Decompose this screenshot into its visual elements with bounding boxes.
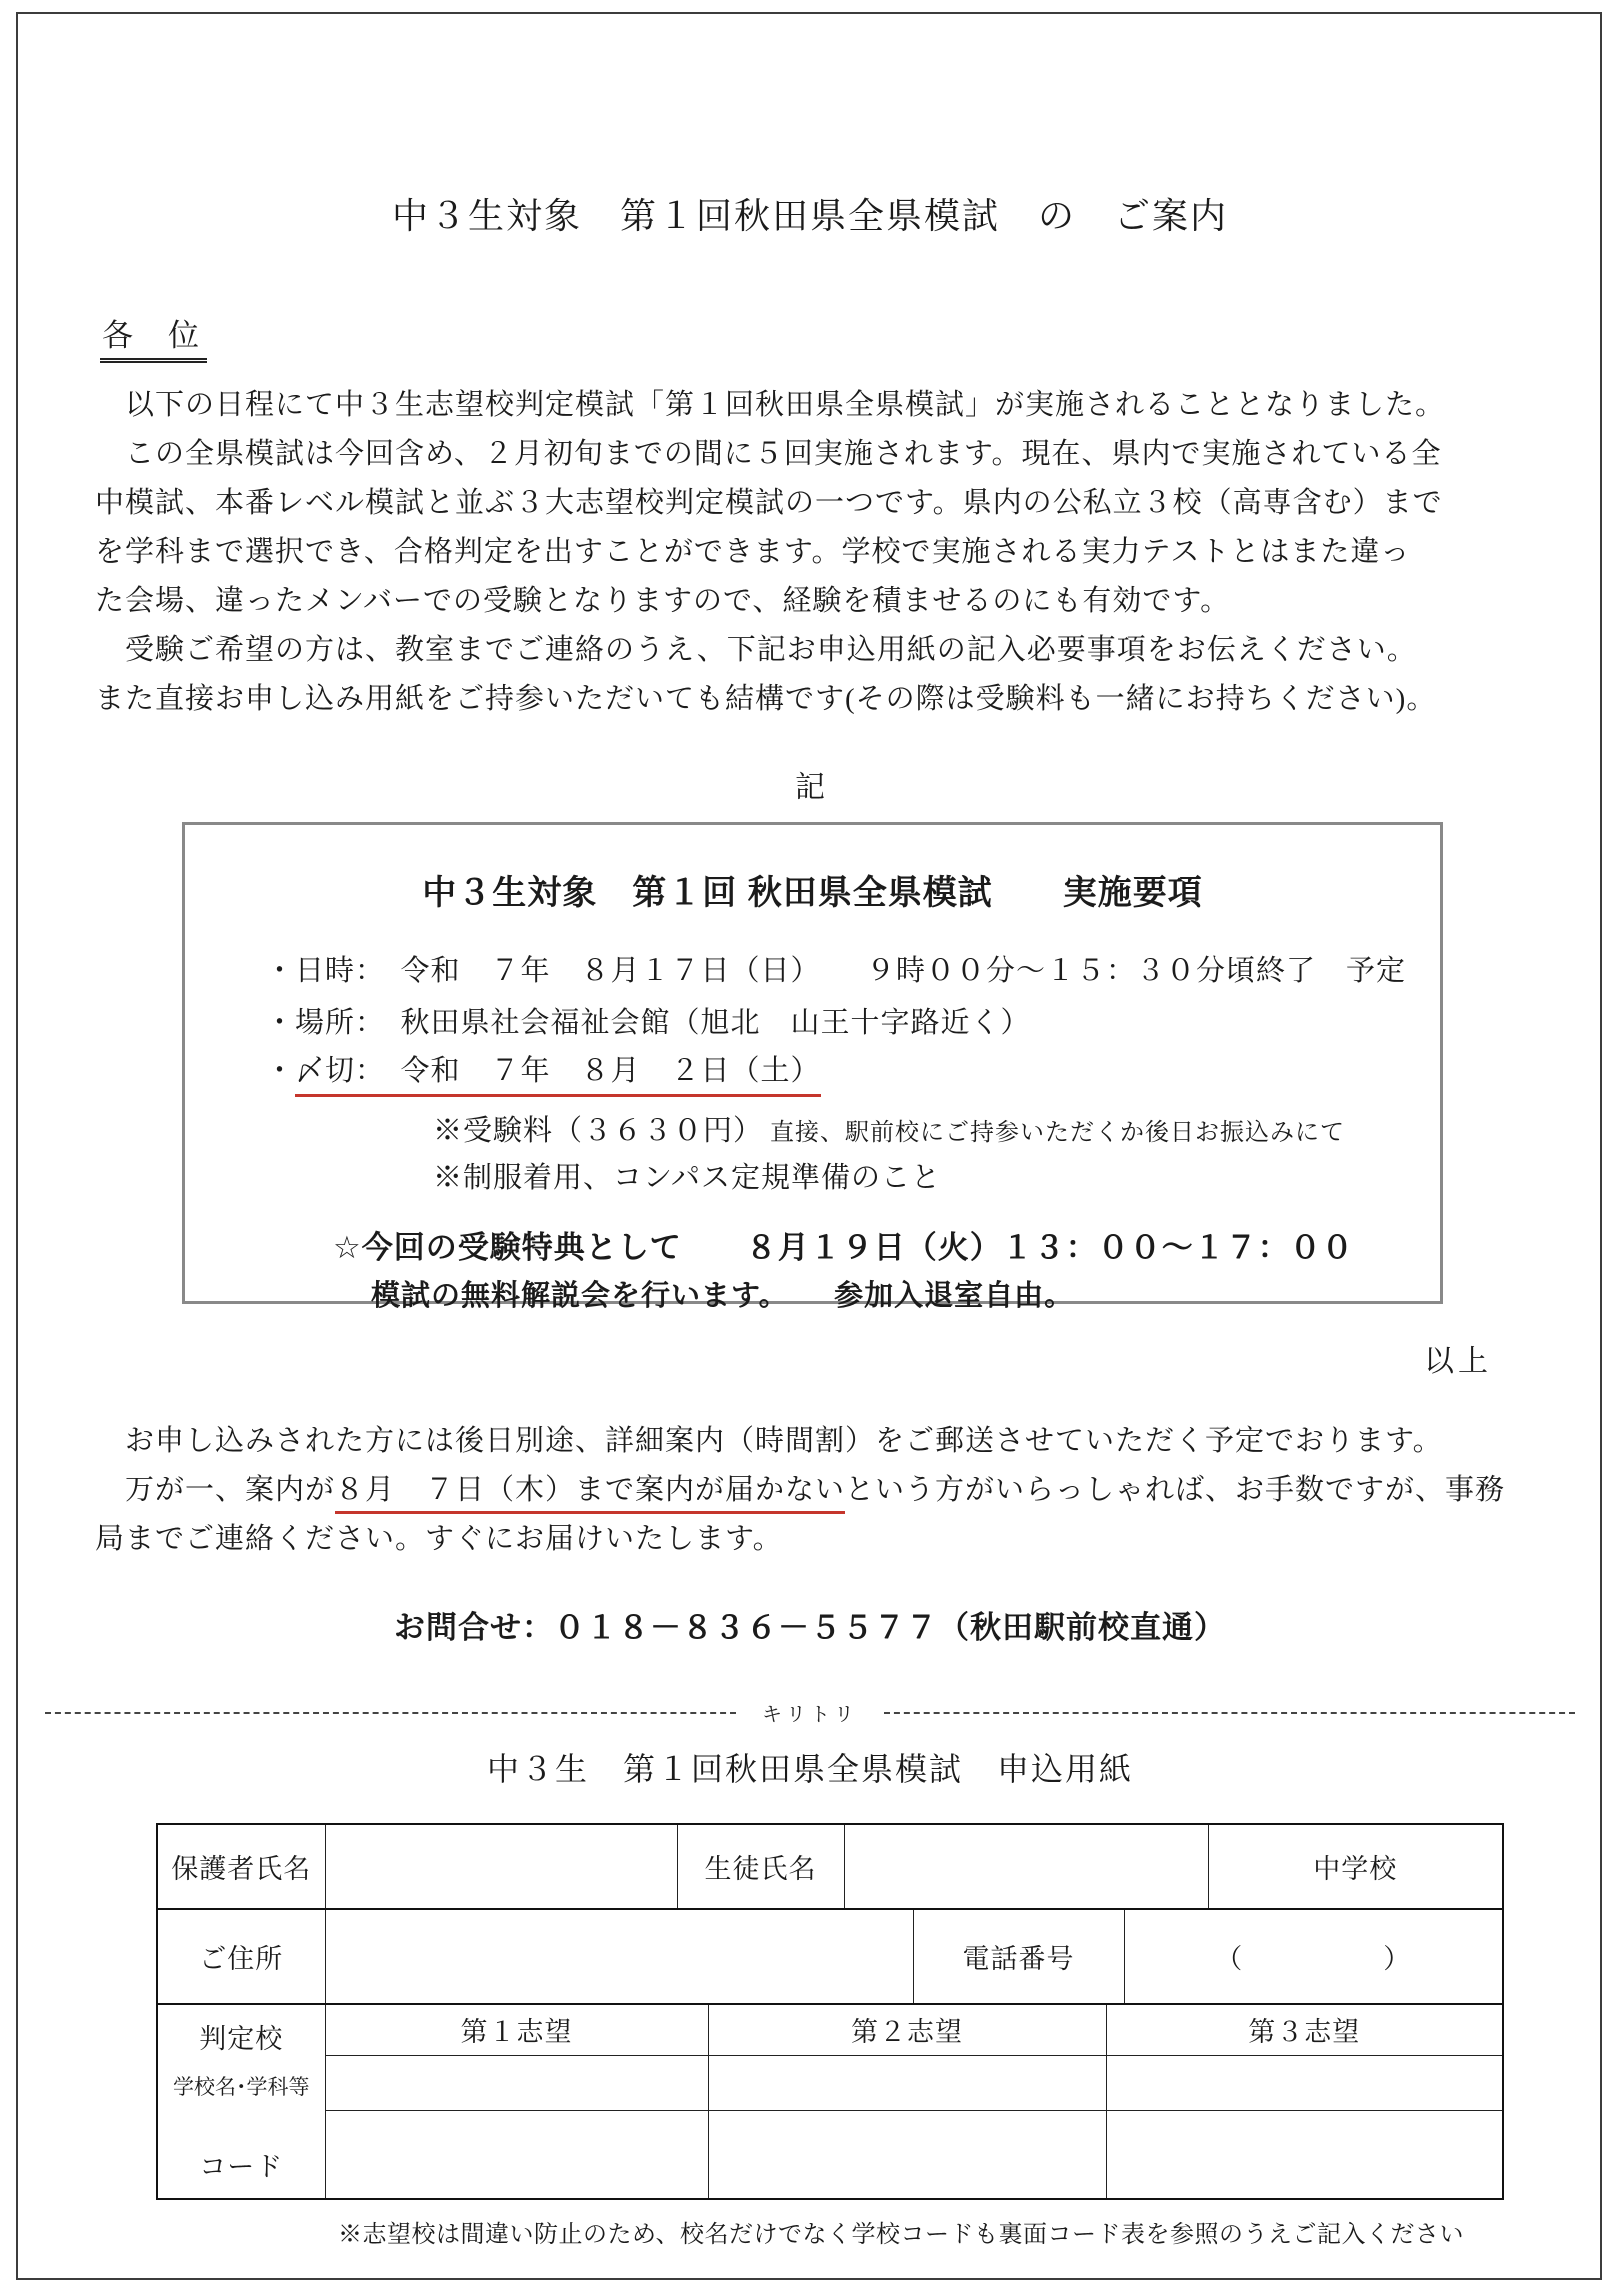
choice3-header: 第３志望 — [1106, 2004, 1503, 2055]
intro-line: を学科まで選択でき、合格判定を出すことができます。学校で実施される実力テストとはまた違っ — [95, 536, 1411, 568]
phone-label: 電話番号 — [913, 1909, 1124, 2004]
choice3-code-input-cell — [1106, 2110, 1503, 2199]
application-form-table — [156, 1823, 1504, 2200]
intro-line: また直接お申し込み用紙をご持参いただいても結構です(その際は受験料も一緒にお持ちください)。 — [95, 683, 1437, 715]
salutation: 各 位 — [100, 310, 207, 363]
junior-high-label: 中学校 — [1208, 1824, 1503, 1909]
exam-outline-title: 中３生対象 第１回 秋田県全県模試 実施要項 — [422, 874, 1203, 912]
exam-datetime: ・日時： 令和 ７年 ８月１７日（日） ９時００分～１５：３０分頃終了 予定 — [265, 955, 1407, 987]
deadline-bullet: ・ — [265, 1055, 296, 1087]
choice2-header: 第２志望 — [708, 2004, 1106, 2055]
intro-line: 以下の日程にて中３生志望校判定模試「第１回秋田県全県模試」が実施されることとなりました。 — [95, 389, 1446, 421]
choice3-school-input-cell — [1106, 2055, 1503, 2110]
code-label: コード — [199, 2152, 284, 2182]
cut-dash-right — [884, 1712, 1575, 1714]
choice1-code-input-cell — [325, 2110, 708, 2199]
intro-line: 中模試、本番レベル模試と並ぶ３大志望校判定模試の一つです。県内の公私立３校（高専含む）まで — [95, 487, 1443, 519]
bonus-session-line2: 模試の無料解説会を行います。 参加入退室自由。 — [371, 1280, 1075, 1312]
followup-line: お申し込みされた方には後日別途、詳細案内（時間割）をご郵送させていただく予定でおります。 — [95, 1425, 1443, 1457]
choice1-school-input-cell — [325, 2055, 708, 2110]
followup-line2-underlined: ８月 ７日（木）まで案内が届かない — [335, 1473, 845, 1514]
exam-deadline — [265, 1055, 821, 1097]
choice2-school-input-cell — [708, 2055, 1106, 2110]
followup-line2-post: という方がいらっしゃれば、お手数ですが、事務 — [845, 1474, 1506, 1506]
contact-phone-line: お問合せ：０１８－８３６－５５７７（秋田駅前校直通） — [394, 1610, 1226, 1645]
bonus-session-line1: ☆今回の受験特典として ８月１９日（火）１３：００～１７：００ — [333, 1230, 1354, 1265]
address-label: ご住所 — [157, 1909, 325, 2004]
followup-line: 局までご連絡ください。すぐにお届けいたします。 — [95, 1523, 783, 1555]
footer-note: ※志望校は間違い防止のため、校名だけでなく学校コードも裏面コード表を参照のうえご記入ください — [338, 2222, 1465, 2248]
intro-line: 受験ご希望の方は、教室までご連絡のうえ、下記お申込用紙の記入必要事項をお伝えください。 — [95, 634, 1417, 666]
school-dept-label: 学校名･学科等 — [173, 2075, 310, 2099]
intro-line: た会場、違ったメンバーでの受験となりますので、経験を積ませるのにも有効です。 — [95, 585, 1231, 617]
phone-input-cell: （ ） — [1124, 1909, 1503, 2004]
choice1-header: 第１志望 — [325, 2004, 708, 2055]
fee-note-detail: 直接、駅前校にご持参いただくか後日お振込みにて — [763, 1120, 1346, 1146]
exam-outline-box — [182, 822, 1443, 1312]
followup-line — [95, 1473, 1535, 1514]
judge-school-label-cell — [157, 2004, 325, 2199]
fee-note — [433, 1115, 1345, 1149]
intro-line: この全県模試は今回含め、２月初旬までの間に５回実施されます。現在、県内で実施されている全 — [95, 438, 1442, 470]
guardian-name-input-cell — [325, 1824, 677, 1909]
address-input-cell — [325, 1909, 913, 2004]
cut-here-label: キリトリ — [762, 1704, 858, 1726]
student-name-input-cell — [844, 1824, 1208, 1909]
guardian-name-label: 保護者氏名 — [157, 1824, 325, 1909]
deadline-text-underlined: 〆切： 令和 ７年 ８月 ２日（土） — [295, 1055, 821, 1097]
document-title: 中３生対象 第１回秋田県全県模試 の ご案内 — [391, 196, 1228, 236]
judge-school-label: 判定校 — [199, 2024, 284, 2054]
student-name-label: 生徒氏名 — [677, 1824, 844, 1909]
application-form-title: 中３生 第１回秋田県全県模試 申込用紙 — [486, 1751, 1133, 1787]
cut-here-line — [45, 1698, 1575, 1727]
closing-ijou: 以上 — [1424, 1345, 1492, 1378]
cut-dash-left — [45, 1712, 736, 1714]
followup-line2-pre: 万が一、案内が — [95, 1474, 336, 1506]
record-marker: 記 — [795, 771, 825, 804]
choice2-code-input-cell — [708, 2110, 1106, 2199]
exam-place: ・場所： 秋田県社会福祉会館（旭北 山王十字路近く） — [265, 1007, 1031, 1039]
uniform-note: ※制服着用、コンパス定規準備のこと — [433, 1162, 941, 1194]
fee-note-main: ※受験料（３６３０円） — [433, 1115, 764, 1147]
